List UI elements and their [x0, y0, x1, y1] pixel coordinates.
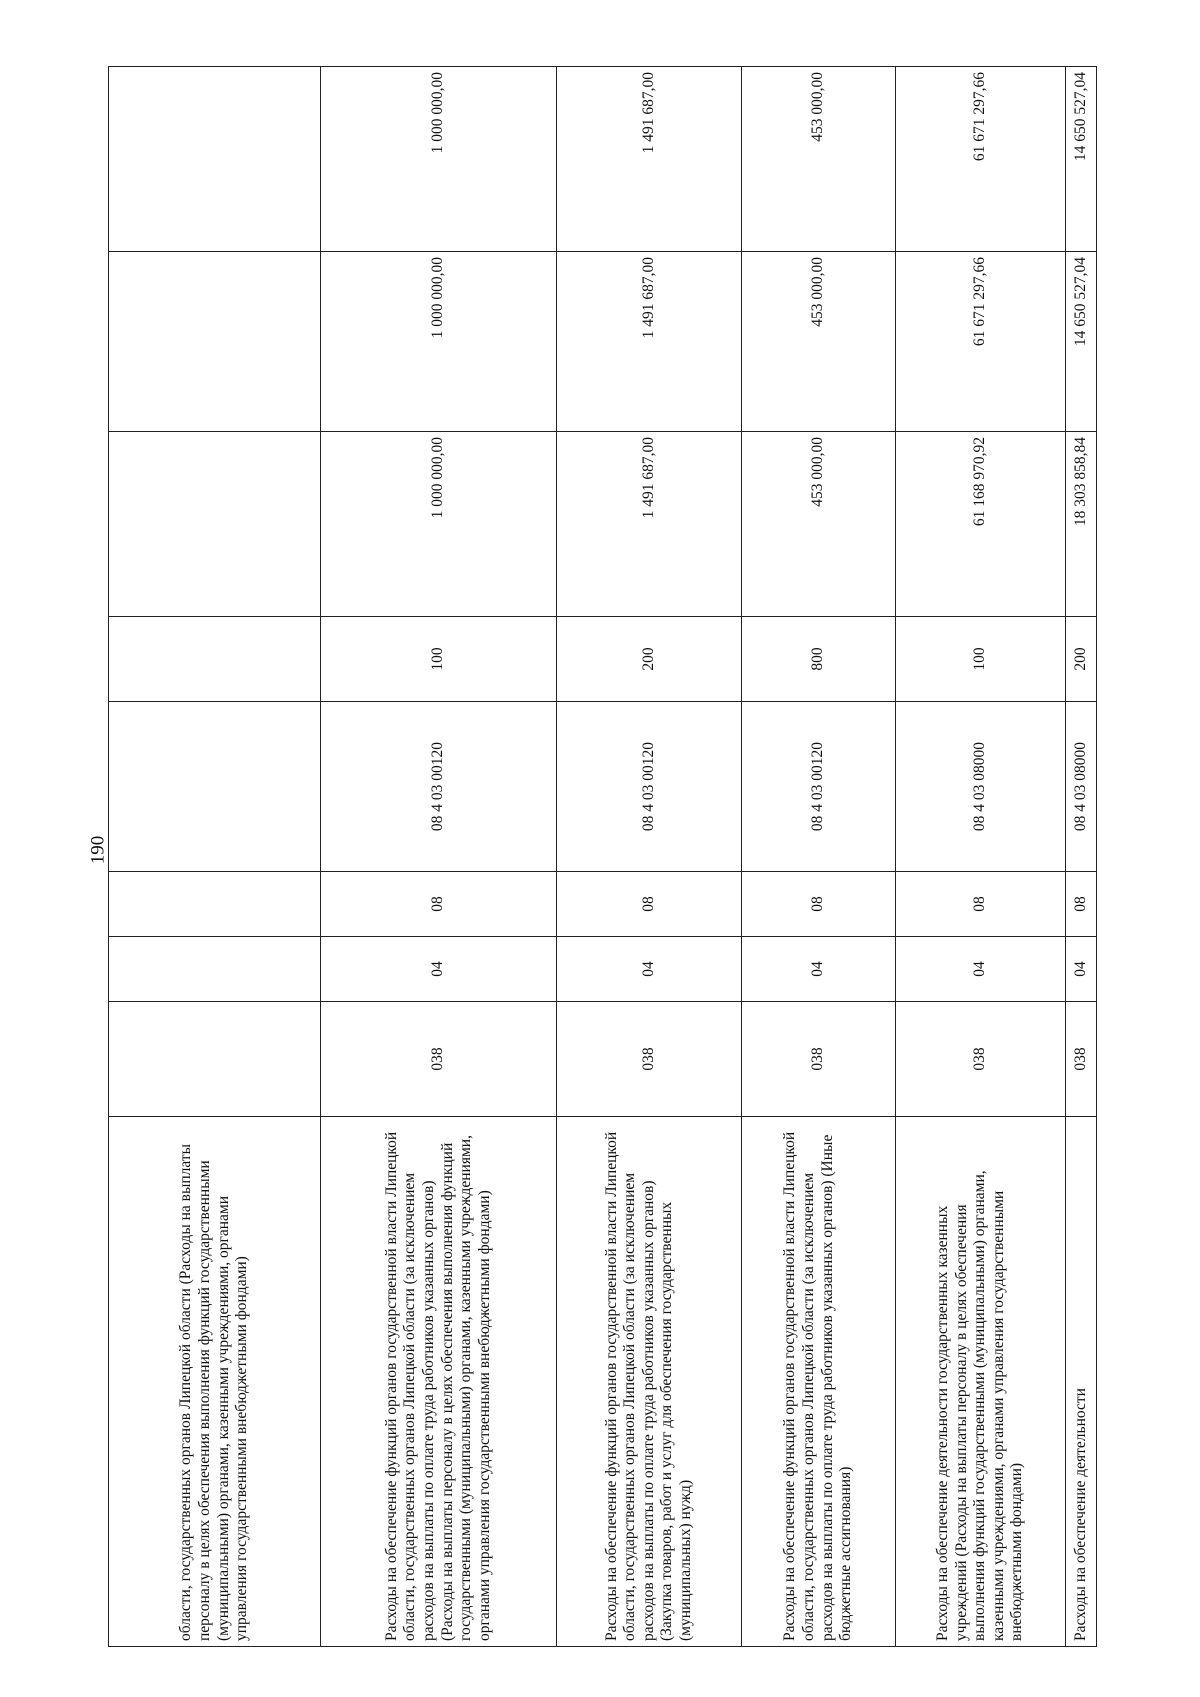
row-rz: 04: [321, 937, 557, 1002]
row-sum-3: 61 671 297,66: [896, 67, 1066, 252]
row-sum-3: 453 000,00: [742, 67, 896, 252]
table-row: [1066, 67, 1097, 1647]
row-rz: 04: [557, 937, 742, 1002]
row-sum-2: 1 491 687,00: [557, 252, 742, 432]
table-row: [321, 67, 557, 1647]
row-vr: 100: [896, 617, 1066, 702]
row-name: области, государственных органов Липецкой области (Расходы на выплаты персоналу в целях обеспечения выполнения функций государственными (муниципальными) органами, казенными учреждениями, органами управления государственными внебюджетными фондами): [109, 1117, 321, 1647]
table-row: [557, 67, 742, 1647]
row-rz: 04: [742, 937, 896, 1002]
row-sum-1: 1 000 000,00: [321, 432, 557, 617]
row-glav: 038: [557, 1002, 742, 1117]
row-glav: 038: [1066, 1002, 1097, 1117]
row-pr: 08: [896, 872, 1066, 937]
row-sum-2: [109, 252, 321, 432]
row-sum-3: 14 650 527,04: [1066, 67, 1097, 252]
row-glav: 038: [896, 1002, 1066, 1117]
row-pr: [109, 872, 321, 937]
budget-table: [108, 66, 1097, 1647]
row-name: Расходы на обеспечение деятельности государственных казенных учреждений (Расходы на выплаты персоналу в целях обеспечения выполнения функций государственными (муниципальными) органами, казенными учреждениями, органами управления государственными внебюджетными фондами): [896, 1117, 1066, 1647]
row-csr: 08 4 03 00120: [557, 702, 742, 872]
row-glav: 038: [321, 1002, 557, 1117]
row-sum-2: 14 650 527,04: [1066, 252, 1097, 432]
row-sum-1: 453 000,00: [742, 432, 896, 617]
row-pr: 08: [742, 872, 896, 937]
row-csr: [109, 702, 321, 872]
row-csr: 08 4 03 00120: [321, 702, 557, 872]
row-rz: 04: [1066, 937, 1097, 1002]
page-number-text: 190: [87, 835, 108, 865]
row-name: Расходы на обеспечение функций органов государственной власти Липецкой области, государственных органов Липецкой области (за исключением расходов на выплаты по оплате труда работников указанных органов) (Закупка товаров, работ и услуг для обеспечения государственных (муниципальных) нужд): [557, 1117, 742, 1647]
row-sum-3: [109, 67, 321, 252]
row-sum-1: 18 303 858,84: [1066, 432, 1097, 617]
row-glav: 038: [742, 1002, 896, 1117]
row-sum-2: 61 671 297,66: [896, 252, 1066, 432]
row-sum-2: 453 000,00: [742, 252, 896, 432]
rotated-table-container: [108, 67, 1098, 1647]
row-sum-3: 1 000 000,00: [321, 67, 557, 252]
row-vr: [109, 617, 321, 702]
row-sum-2: 1 000 000,00: [321, 252, 557, 432]
row-name: Расходы на обеспечение функций органов государственной власти Липецкой области, государственных органов Липецкой области (за исключением расходов на выплаты по оплате труда работников указанных органов) (Расходы на выплаты персоналу в целях обеспечения выполнения функций государственными (муниципальными) органами, казенными учреждениями, органами управления государственными внебюджетными фондами): [321, 1117, 557, 1647]
row-rz: [109, 937, 321, 1002]
row-name: Расходы на обеспечение функций органов государственной власти Липецкой области, государственных органов Липецкой области (за исключением расходов на выплаты по оплате труда работников указанных органов) (Иные бюджетные ассигнования): [742, 1117, 896, 1647]
table-row: [742, 67, 896, 1647]
row-name: Расходы на обеспечение деятельности: [1066, 1117, 1097, 1647]
table-row: [896, 67, 1066, 1647]
row-rz: 04: [896, 937, 1066, 1002]
row-csr: 08 4 03 08000: [896, 702, 1066, 872]
row-pr: 08: [321, 872, 557, 937]
row-vr: 100: [321, 617, 557, 702]
table-row: [109, 67, 321, 1647]
row-sum-1: 1 491 687,00: [557, 432, 742, 617]
row-sum-1: [109, 432, 321, 617]
row-vr: 200: [1066, 617, 1097, 702]
row-csr: 08 4 03 00120: [742, 702, 896, 872]
row-glav: [109, 1002, 321, 1117]
row-sum-3: 1 491 687,00: [557, 67, 742, 252]
row-sum-1: 61 168 970,92: [896, 432, 1066, 617]
row-csr: 08 4 03 08000: [1066, 702, 1097, 872]
row-pr: 08: [1066, 872, 1097, 937]
row-vr: 800: [742, 617, 896, 702]
row-vr: 200: [557, 617, 742, 702]
row-pr: 08: [557, 872, 742, 937]
